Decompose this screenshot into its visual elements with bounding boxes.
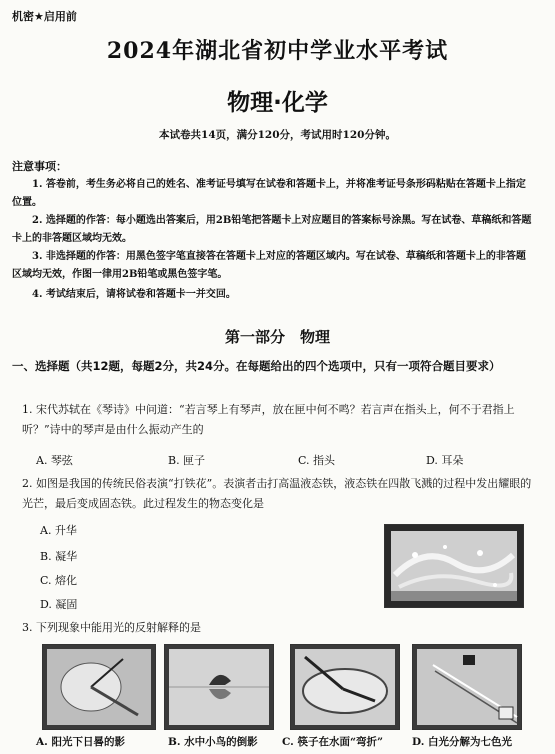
question-1-option-d: D. 耳朵 (426, 454, 464, 467)
exam-subtitle: 物理·化学 (227, 90, 328, 116)
question-2-option-a: A. 升华 (40, 524, 77, 537)
question-2-stem: 2. 如图是我国的传统民俗表演“打铁花”。表演者击打高温液态铁，液态铁在四散飞溅的过程中发出耀眼的光芒，最后变成固态铁。此过程发生的物态变化是 (22, 477, 532, 510)
question-1-option-b: B. 匣子 (168, 454, 206, 467)
bird-reflection-photo (164, 644, 274, 730)
question-1-stem: 1. 宋代苏轼在《琴诗》中问道：“若言琴上有琴声，放在匣中何不鸣？若言声在指头上，何不于君指上听？”诗中的琴声是由什么振动产生的 (22, 403, 515, 436)
notice-title: 注意事项： (12, 160, 67, 173)
question-2-option-c: C. 熔化 (40, 574, 78, 587)
exam-info: 本试卷共14页，满分120分，考试用时120分钟。 (159, 129, 396, 141)
question-1-option-a: A. 琴弦 (36, 454, 73, 467)
question-1-option-c: C. 指头 (298, 454, 336, 467)
iron-flower-photo (384, 524, 524, 608)
sundial-photo (42, 644, 156, 730)
prism-dispersion-photo (412, 644, 522, 730)
notice-item-3: 3. 非选择题的作答：用黑色签字笔直接答在答题卡上对应的答题区域内。写在试卷、草稿纸和答题卡上的非答题区域均无效，作图一律用2B铅笔或黑色签字笔。 (12, 251, 526, 280)
chopsticks-in-water-photo (290, 644, 400, 730)
question-2-option-d: D. 凝固 (40, 598, 78, 611)
question-3-option-a: A. 阳光下日晷的影 (36, 736, 125, 748)
notice-item-4: 4. 考试结束后，请将试卷和答题卡一并交回。 (32, 289, 236, 300)
question-2-option-b: B. 凝华 (40, 550, 78, 563)
exam-title: 2024年湖北省初中学业水平考试 (106, 38, 449, 64)
question-3-option-c: C. 筷子在水面“弯折” (282, 736, 384, 748)
confidential-mark: 机密★启用前 (12, 10, 77, 23)
question-3-option-b: B. 水中小鸟的倒影 (168, 736, 258, 748)
part-title: 第一部分 物理 (224, 328, 330, 346)
question-3-option-d: D. 白光分解为七色光 (412, 736, 513, 748)
notice-item-2: 2. 选择题的作答：每小题选出答案后，用2B铅笔把答题卡上对应题目的答案标号涂黑。写在试卷、草稿纸和答题卡上的非答题区域均无效。 (12, 215, 532, 244)
question-3-stem: 3. 下列现象中能用光的反射解释的是 (22, 621, 201, 634)
section-heading: 一、选择题（共12题，每题2分，共24分。在每题给出的四个选项中，只有一项符合题目要求） (12, 359, 501, 373)
notice-item-1: 1. 答卷前，考生务必将自己的姓名、准考证号填写在试卷和答题卡上，并将准考证号条形码粘贴在答题卡上指定位置。 (12, 179, 526, 208)
